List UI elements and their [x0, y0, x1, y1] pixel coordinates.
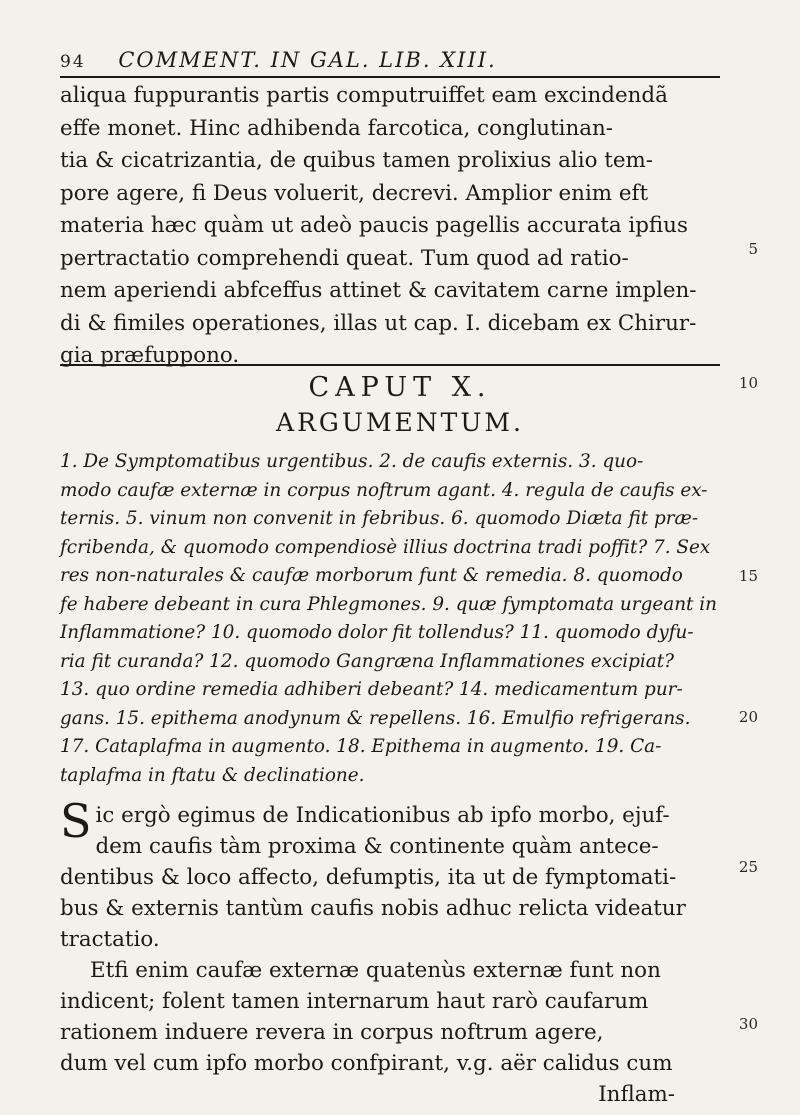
page-number: 94 — [60, 52, 86, 72]
summary-line: 1. De Symptomatibus urgentibus. 2. de caufis externis. 3. quo- — [60, 451, 644, 472]
summary-line: ria fit curanda? 12. quomodo Gangræna Inflammationes excipiat? — [60, 650, 675, 672]
summary-line: Inflammatione? 10. quomodo dolor fit tollendus? 11. quomodo dyfu- — [60, 622, 694, 643]
top-paragraph — [60, 80, 715, 373]
text-line: rationem induere revera in corpus noftrum agere, — [60, 1020, 604, 1045]
text-line: indicent; folent tamen internarum haut rarò caufarum — [60, 989, 649, 1014]
argument-label: ARGUMENTUM. — [276, 408, 524, 437]
text-line: dem caufis tàm proxima & continente quàm antece- — [95, 834, 659, 859]
line-number: 25 — [738, 858, 758, 876]
text-line: pertractatio comprehendi queat. Tum quod ad ratio- — [60, 245, 629, 271]
chapter-summary — [60, 448, 720, 790]
section-divider — [60, 364, 720, 366]
text-line: bus & externis tantùm caufis nobis adhuc relicta videatur — [60, 896, 686, 921]
line-number: 30 — [738, 1015, 758, 1033]
summary-line: ternis. 5. vinum non convenit in febribus. 6. quomodo Diæta fit præ- — [60, 508, 699, 529]
text-line: ic ergò egimus de Indicationibus ab ipfo morbo, ejuf- — [95, 803, 670, 828]
drop-cap: S — [60, 794, 92, 848]
summary-line: modo caufæ externæ in corpus noftrum agant. 4. regula de caufis ex- — [60, 479, 708, 501]
summary-line: fe habere debeant in cura Phlegmones. 9. quæ fymptomata urgeant in — [60, 593, 717, 615]
line-number: 15 — [738, 567, 758, 585]
summary-line: taplafma in ftatu & declinatione. — [60, 764, 365, 786]
text-line: materia hæc quàm ut adeò paucis pagellis accurata ipfius — [60, 213, 688, 238]
line-number: 10 — [738, 374, 758, 392]
catchword: Inflam- — [598, 1082, 675, 1107]
text-line: dum vel cum ipfo morbo confpirant, v.g. aër calidus cum — [60, 1051, 673, 1076]
line-number: 5 — [748, 240, 758, 258]
running-title: COMMENT. IN GAL. LIB. XIII. — [118, 48, 497, 72]
text-line: pore agere, fi Deus voluerit, decrevi. Amplior enim eft — [60, 180, 649, 206]
text-line: tractatio. — [60, 927, 160, 952]
text-line: aliqua fuppurantis partis computruiffet eam excindendã — [60, 83, 668, 108]
chapter-heading: CAPUT X. — [308, 372, 492, 403]
text-line: nem aperiendi abfceffus attinet & cavitatem carne implen- — [60, 278, 697, 303]
summary-line: res non-naturales & caufæ morborum funt & remedia. 8. quomodo — [60, 565, 683, 586]
summary-line: gans. 15. epithema anodynum & repellens. 16. Emulfio refrigerans. — [60, 707, 691, 729]
text-line: gia præfuppono. — [60, 343, 240, 368]
text-line: di & fimiles operationes, illas ut cap. I. dicebam ex Chirur- — [60, 310, 697, 336]
text-line: Etfi enim caufæ externæ quatenùs externæ funt non — [90, 958, 661, 983]
text-line: effe monet. Hinc adhibenda farcotica, conglutinan- — [60, 115, 614, 141]
running-head — [60, 48, 720, 78]
summary-line: fcribenda, & quomodo compendiosè illius doctrina tradi poffit? 7. Sex — [60, 536, 711, 558]
summary-line: 17. Cataplafma in augmento. 18. Epithema in augmento. 19. Ca- — [60, 736, 662, 757]
chapter-body — [60, 794, 715, 1110]
summary-line: 13. quo ordine remedia adhiberi debeant? 14. medicamentum pur- — [60, 679, 683, 700]
line-number: 20 — [738, 708, 758, 726]
text-line: dentibus & loco affecto, defumptis, ita ut de fymptomati- — [60, 865, 677, 890]
text-line: tia & cicatrizantia, de quibus tamen prolixius alio tem- — [60, 148, 654, 173]
